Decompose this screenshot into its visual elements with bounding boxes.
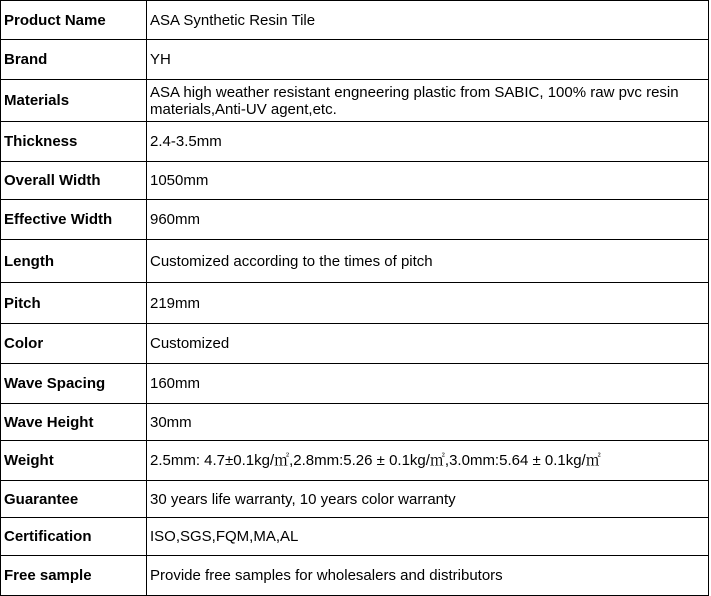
spec-row-color bbox=[1, 324, 709, 364]
spec-row-pitch bbox=[1, 283, 709, 324]
spec-label: Materials bbox=[1, 80, 147, 122]
spec-value: ASA high weather resistant engneering plastic from SABIC, 100% raw pvc resin materials,Anti-UV agent,etc. bbox=[147, 80, 709, 122]
spec-row-brand bbox=[1, 40, 709, 80]
spec-value: Customized bbox=[147, 324, 709, 364]
spec-label: Brand bbox=[1, 40, 147, 80]
spec-label: Guarantee bbox=[1, 481, 147, 518]
spec-value: 219mm bbox=[147, 283, 709, 324]
spec-value: 160mm bbox=[147, 364, 709, 404]
spec-label: Wave Height bbox=[1, 404, 147, 441]
spec-row-certification bbox=[1, 518, 709, 556]
spec-label: Weight bbox=[1, 441, 147, 481]
spec-value: 2.4-3.5mm bbox=[147, 122, 709, 162]
spec-row-thickness bbox=[1, 122, 709, 162]
spec-value: ASA Synthetic Resin Tile bbox=[147, 1, 709, 40]
spec-label: Pitch bbox=[1, 283, 147, 324]
spec-label: Certification bbox=[1, 518, 147, 556]
spec-value: 960mm bbox=[147, 200, 709, 240]
spec-label: Effective Width bbox=[1, 200, 147, 240]
spec-row-effective-width bbox=[1, 200, 709, 240]
spec-row-overall-width bbox=[1, 162, 709, 200]
spec-label: Length bbox=[1, 240, 147, 283]
spec-label: Product Name bbox=[1, 1, 147, 40]
spec-label: Free sample bbox=[1, 556, 147, 596]
spec-row-materials bbox=[1, 80, 709, 122]
spec-label: Thickness bbox=[1, 122, 147, 162]
spec-value: ISO,SGS,FQM,MA,AL bbox=[147, 518, 709, 556]
spec-row-wave-spacing bbox=[1, 364, 709, 404]
spec-row-length bbox=[1, 240, 709, 283]
spec-value: Provide free samples for wholesalers and distributors bbox=[147, 556, 709, 596]
spec-value: 30mm bbox=[147, 404, 709, 441]
spec-label: Overall Width bbox=[1, 162, 147, 200]
spec-label: Color bbox=[1, 324, 147, 364]
spec-value: 2.5mm: 4.7±0.1kg/㎡,2.8mm:5.26 ± 0.1kg/㎡,3.0mm:5.64 ± 0.1kg/㎡ bbox=[147, 441, 709, 481]
spec-row-wave-height bbox=[1, 404, 709, 441]
spec-row-free-sample bbox=[1, 556, 709, 596]
spec-row-product-name bbox=[1, 1, 709, 40]
spec-value: 1050mm bbox=[147, 162, 709, 200]
spec-label: Wave Spacing bbox=[1, 364, 147, 404]
spec-value: 30 years life warranty, 10 years color warranty bbox=[147, 481, 709, 518]
spec-value: YH bbox=[147, 40, 709, 80]
spec-row-weight bbox=[1, 441, 709, 481]
spec-value: Customized according to the times of pitch bbox=[147, 240, 709, 283]
spec-row-guarantee bbox=[1, 481, 709, 518]
